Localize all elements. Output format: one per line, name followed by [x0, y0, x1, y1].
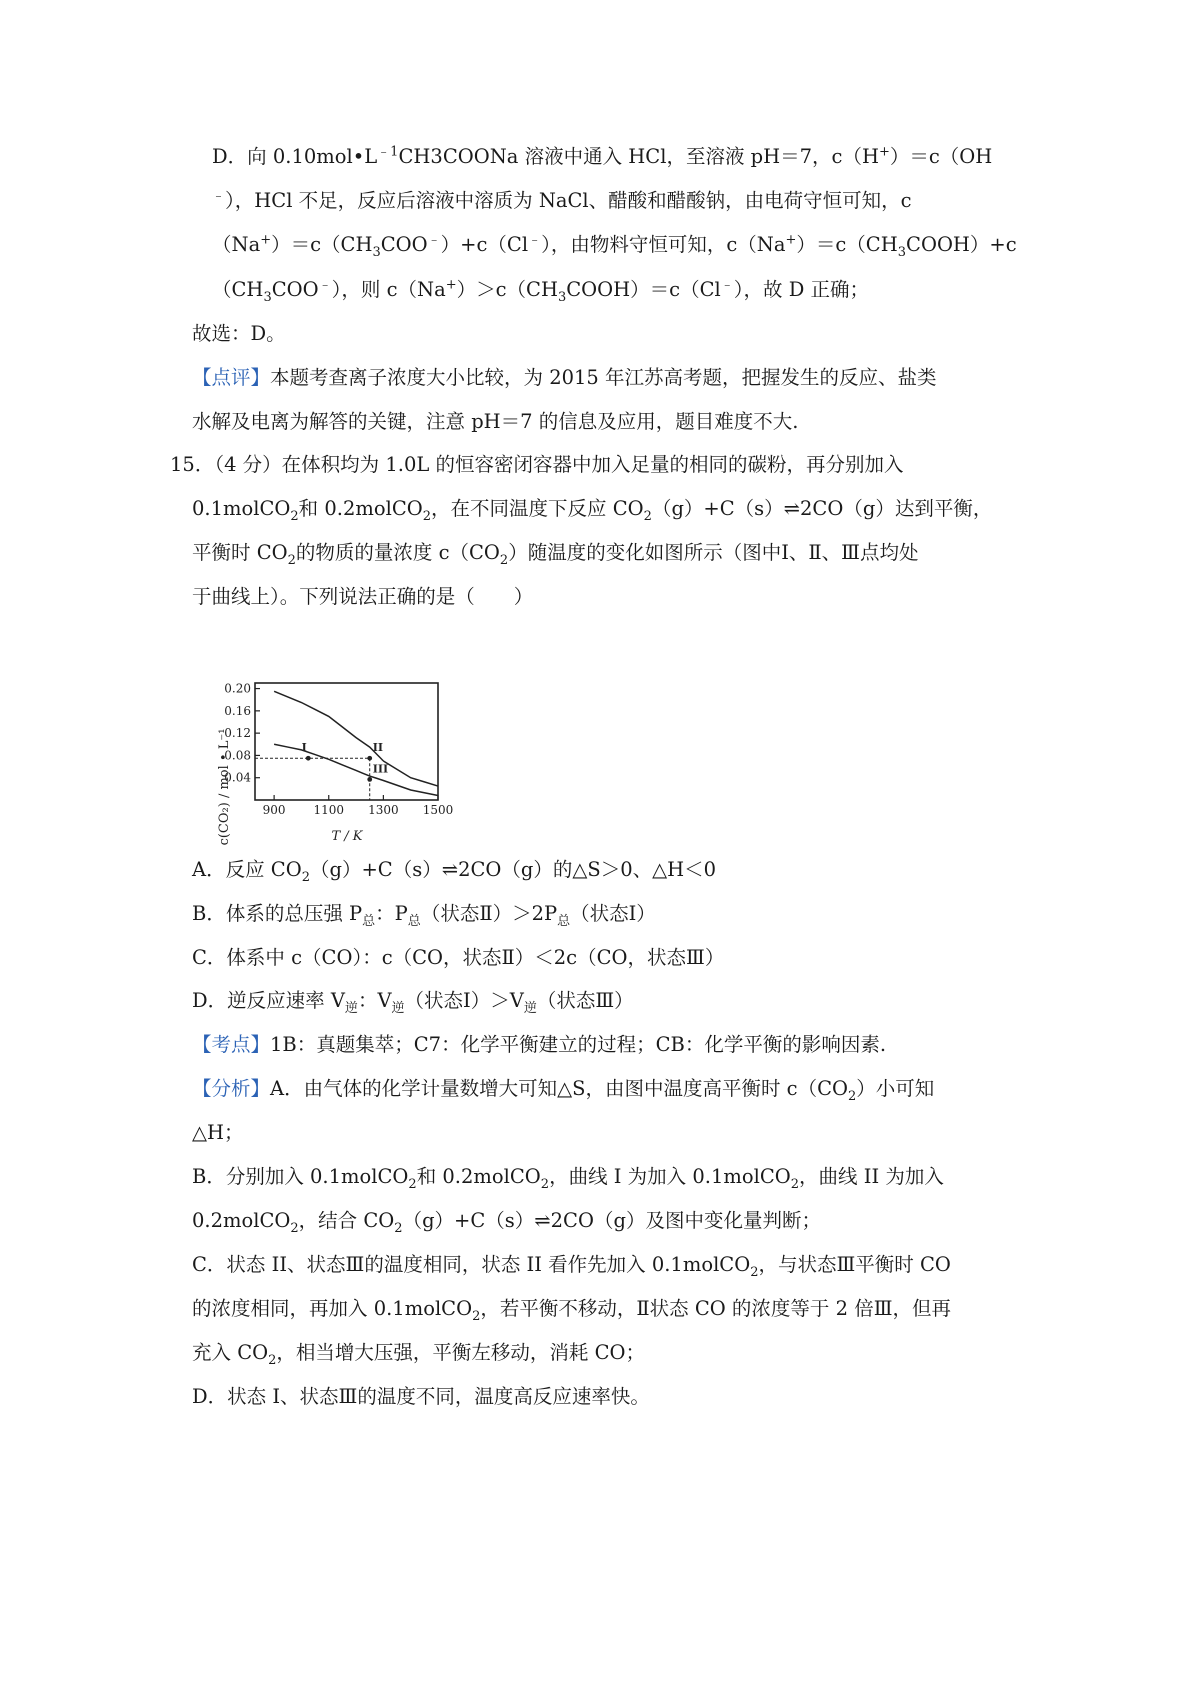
text-line-fenxi-c1 — [192, 1252, 951, 1278]
text-run: 逆 — [391, 1000, 405, 1016]
text-line-fenxi-b1 — [192, 1164, 944, 1190]
state-point-3 — [367, 777, 372, 782]
text-run: COONa 溶液中通入 HCl，至溶液 pH＝7，c（H — [442, 145, 879, 168]
x-tick-label: 1300 — [368, 803, 399, 817]
text-run: 平衡时 CO — [192, 541, 288, 564]
text-line-d-expl-3 — [212, 232, 1017, 258]
text-line-d-expl-4 — [212, 277, 869, 303]
text-run: ）＝c（OH — [889, 145, 993, 168]
text-run: ）＝c（CH — [271, 233, 373, 256]
text-run: COO — [271, 278, 319, 301]
text-run: + — [260, 232, 272, 248]
text-run: 2 — [290, 508, 299, 524]
text-run: ﹣ — [720, 277, 734, 293]
text-run: CH — [398, 145, 431, 168]
text-run: 2 — [499, 552, 509, 568]
text-run: ：P — [375, 902, 408, 925]
text-run: ）＞c（CH — [456, 278, 558, 301]
co2-concentration-chart — [210, 675, 480, 845]
text-run: ），则 c（Na — [331, 278, 446, 301]
text-line-d-expl-2 — [212, 188, 912, 214]
text-run: 0.2molCO — [192, 1209, 291, 1232]
text-run: 1B：真题集萃；C7：化学平衡建立的过程；CB：化学平衡的影响因素. — [270, 1033, 887, 1056]
text-run: 2 — [847, 1088, 857, 1104]
state-point-label: III — [372, 762, 389, 776]
text-run: ：V — [357, 989, 392, 1012]
section-tag: 【分析】 — [192, 1077, 271, 1100]
text-run: 总 — [362, 913, 376, 929]
text-run: 3 — [263, 289, 272, 305]
text-run: 3 — [557, 289, 567, 305]
y-tick-label: 0.04 — [224, 770, 251, 785]
text-run: 本题考查离子浓度大小比较，为 2015 年江苏高考题，把握发生的反应、盐类 — [270, 366, 937, 389]
text-run: 水解及电离为解答的关键，注意 pH＝7 的信息及应用，题目难度不大. — [192, 410, 799, 433]
series-line-1 — [274, 691, 438, 786]
text-run: 2 — [290, 1220, 299, 1236]
chart-ylabel: c(CO₂) / mol • L⁻¹ — [217, 728, 232, 845]
text-run: 总 — [557, 913, 571, 929]
state-point-1 — [306, 756, 311, 761]
text-run: △H； — [192, 1121, 244, 1144]
text-line-q15-4 — [192, 584, 533, 610]
text-run: ，与状态Ⅲ平衡时 CO — [758, 1253, 951, 1276]
text-line-opt-c — [192, 945, 724, 971]
text-run: 2 — [394, 1220, 403, 1236]
text-line-fenxi-b2 — [192, 1208, 821, 1234]
text-run: （Na — [212, 233, 261, 256]
text-run: ），HCl 不足，反应后溶液中溶质为 NaCl、醋酸和醋酸钠，由电荷守恒可知，c — [225, 189, 912, 212]
text-run: 15．（4 分）在体积均为 1.0L 的恒容密闭容器中加入足量的相同的碳粉，再分别加入 — [170, 453, 904, 476]
text-run: ，曲线 II 为加入 — [799, 1165, 944, 1188]
text-run: 和 0.2molCO — [298, 497, 423, 520]
state-point-label: II — [372, 741, 384, 755]
text-run: A．由气体的化学计量数增大可知△S，由图中温度高平衡时 c（CO — [270, 1077, 848, 1100]
text-line-comment-2 — [192, 409, 799, 435]
text-run: ，在不同温度下反应 CO — [431, 497, 644, 520]
text-run: ），由物料守恒可知，c（Na — [541, 233, 786, 256]
text-line-comment-1 — [192, 365, 937, 391]
text-run: （CH — [212, 278, 264, 301]
text-line-opt-d — [192, 988, 634, 1014]
text-run: 3 — [897, 244, 907, 260]
section-tag: 【点评】 — [192, 366, 271, 389]
text-line-fenxi-c2 — [192, 1296, 951, 1322]
text-line-opt-b — [192, 901, 656, 927]
text-run: ，若平衡不移动，Ⅱ状态 CO 的浓度等于 2 倍Ⅲ，但再 — [480, 1297, 952, 1320]
text-run: 故选：D。 — [192, 322, 286, 345]
text-run: ），故 D 正确； — [733, 278, 870, 301]
text-run: C．状态 II、状态Ⅲ的温度相同，状态 II 看作先加入 0.1molCO — [192, 1253, 751, 1276]
text-run: ﹣ — [528, 232, 542, 248]
text-run: + — [878, 144, 890, 160]
text-line-kaodian — [192, 1032, 886, 1058]
text-run: ﹣ — [318, 277, 332, 293]
text-run: （g）+C（s）⇌2CO（g）达到平衡， — [651, 497, 993, 520]
text-run: ﹣ — [212, 188, 226, 204]
text-run: ）小可知 — [856, 1077, 935, 1100]
text-run: ）+c（Cl — [440, 233, 529, 256]
text-line-q15-1 — [170, 452, 904, 478]
state-point-label: I — [301, 741, 307, 755]
text-run: （g）+C（s）⇌2CO（g）的△S＞0、△H＜0 — [309, 858, 717, 881]
text-run: 的物质的量浓度 c（CO — [295, 541, 500, 564]
text-run: 2 — [268, 1352, 277, 1368]
text-run: （状态Ⅱ）＞2P — [420, 902, 558, 925]
text-run: ，相当增大压强，平衡左移动，消耗 CO； — [276, 1341, 645, 1364]
text-run: ，曲线 I 为加入 0.1molCO — [549, 1165, 791, 1188]
section-tag: 【考点】 — [192, 1033, 271, 1056]
text-run: D．逆反应速率 V — [192, 989, 345, 1012]
plot-frame — [255, 683, 438, 800]
text-run: ﹣1 — [377, 144, 399, 160]
text-run: 总 — [407, 913, 421, 929]
chart-xlabel: T / K — [331, 829, 363, 844]
text-run: COOH）+c — [906, 233, 1017, 256]
text-run: 2 — [472, 1308, 481, 1324]
x-tick-label: 1500 — [422, 803, 454, 817]
text-run: ，结合 CO — [298, 1209, 395, 1232]
y-tick-label: 0.20 — [224, 681, 251, 696]
state-point-2 — [367, 756, 372, 761]
text-run: A．反应 CO — [192, 858, 302, 881]
text-run: 逆 — [344, 1000, 358, 1016]
text-run: ﹣ — [427, 232, 441, 248]
y-tick-label: 0.12 — [224, 726, 251, 741]
x-tick-label: 900 — [262, 803, 286, 817]
text-run: （状态Ⅰ）＞V — [404, 989, 524, 1012]
text-run: ）＝c（CH — [796, 233, 898, 256]
text-run: + — [785, 232, 797, 248]
text-line-answer — [192, 321, 286, 347]
text-run: （状态Ⅰ） — [570, 902, 656, 925]
text-run: 2 — [301, 869, 310, 885]
text-run: 2 — [790, 1176, 800, 1192]
text-line-q15-2 — [192, 496, 992, 522]
text-run: 3 — [372, 244, 381, 260]
y-tick-label: 0.08 — [224, 748, 251, 763]
text-run: ）随温度的变化如图所示（图中Ⅰ、Ⅱ、Ⅲ点均处 — [508, 541, 919, 564]
text-run: 2 — [408, 1176, 417, 1192]
text-run: 的浓度相同，再加入 0.1molCO — [192, 1297, 473, 1320]
text-run: COO — [380, 233, 428, 256]
text-run: 0.1molCO — [192, 497, 291, 520]
text-line-q15-3 — [192, 540, 918, 566]
text-run: 2 — [422, 508, 432, 524]
text-run: + — [445, 277, 457, 293]
text-line-opt-a — [192, 857, 716, 883]
text-line-fenxi-c3 — [192, 1340, 645, 1366]
text-run: 3 — [430, 145, 443, 168]
text-run: B．分别加入 0.1molCO — [192, 1165, 409, 1188]
text-run: C．体系中 c（CO）：c（CO，状态Ⅱ）＜2c（CO，状态Ⅲ） — [192, 946, 725, 969]
text-run: 充入 CO — [192, 1341, 269, 1364]
text-run: （状态Ⅲ） — [536, 989, 634, 1012]
text-run: 逆 — [523, 1000, 537, 1016]
text-run: D．状态 I、状态Ⅲ的温度不同，温度高反应速率快。 — [192, 1385, 650, 1408]
text-line-fenxi-1 — [192, 1076, 934, 1102]
y-tick-label: 0.16 — [224, 703, 251, 718]
text-run: COOH）＝c（Cl — [566, 278, 721, 301]
text-run: （g）+C（s）⇌2CO（g）及图中变化量判断； — [402, 1209, 821, 1232]
text-run: B．体系的总压强 P — [192, 902, 363, 925]
x-tick-label: 1100 — [313, 803, 345, 817]
text-line-d-expl-1 — [212, 144, 992, 170]
series-line-2 — [274, 744, 438, 795]
text-run: 2 — [287, 552, 296, 568]
text-run: D．向 0.10mol•L — [212, 145, 378, 168]
text-run: 2 — [643, 508, 652, 524]
text-line-fenxi-d — [192, 1384, 650, 1410]
text-run: 和 0.2molCO — [416, 1165, 541, 1188]
text-run: 2 — [540, 1176, 550, 1192]
text-line-fenxi-2 — [192, 1120, 244, 1146]
text-run: 2 — [750, 1264, 759, 1280]
text-run: 于曲线上）。下列说法正确的是（ ） — [192, 585, 534, 608]
